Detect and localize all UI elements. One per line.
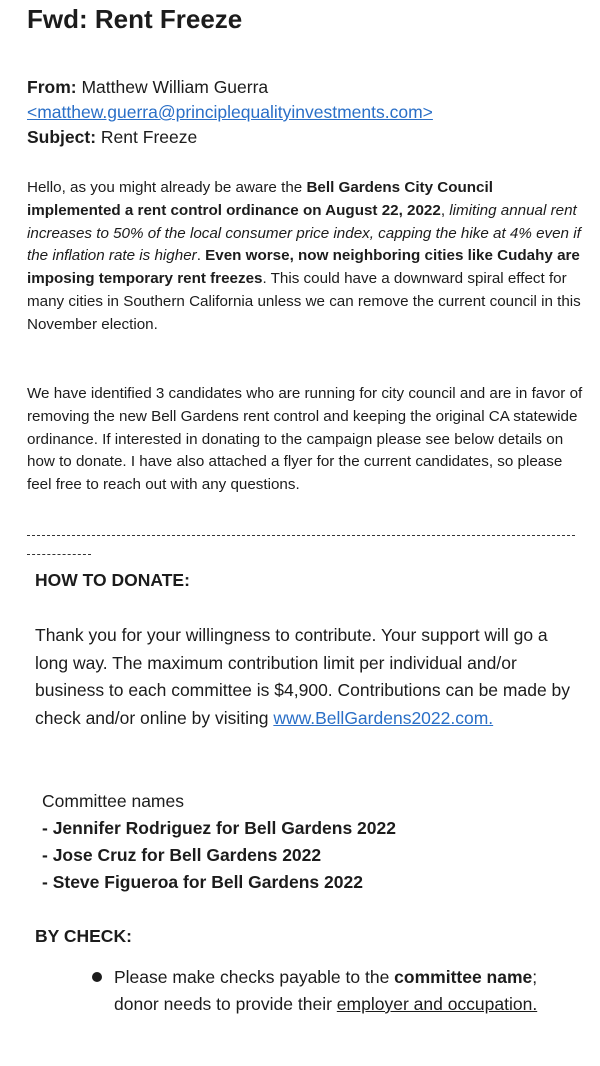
p1-text-c: , [440,201,450,219]
p1-bold-cudahy: Even worse, now neighboring cities like Cudahy are imposing temporary rent freezes [27,247,580,288]
check-underline-employer: employer and occupation. [336,994,538,1014]
by-check-heading: BY CHECK: [35,926,132,946]
donate-text: Thank you for your willingness to contribute. Your support will go a long way. The maximum contribution limit per individual and/or business to each committee is $4,900. Contributions can be made by check and/or online by visiting [35,625,571,728]
dashed-divider-short [27,554,91,555]
subject-label: Subject: [27,127,97,147]
email-title: Fwd: Rent Freeze [27,4,243,34]
donate-website-link[interactable]: www.BellGardens2022.com. [273,707,494,728]
how-to-donate-heading: HOW TO DONATE: [35,570,190,590]
check-text-a: Please make checks payable to the [114,967,395,987]
committee-item: - Jennifer Rodriguez for Bell Gardens 2022 [42,818,396,838]
check-text-c: ; donor needs to provide their [114,967,538,1014]
check-instructions [114,964,584,1018]
p1-italic-limit: limiting annual rent increases to 50% of the local consumer price index, capping the hike at 4% even if the inflation rate is higher [27,201,581,265]
committee-list [42,788,396,896]
from-label: From: [27,77,77,97]
subject-text: Rent Freeze [100,127,198,147]
p1-text-e: . [196,247,206,265]
from-name: Matthew William Guerra [81,77,269,97]
check-bold-committee: committee name [394,967,533,987]
committee-item: - Steve Figueroa for Bell Gardens 2022 [42,872,363,892]
subject-line [27,125,587,150]
committee-label: Committee names [42,791,184,811]
from-line [27,75,587,100]
from-email-link[interactable]: <matthew.guerra@principlequalityinvestments.com> [27,102,433,122]
dashed-divider [27,535,575,536]
donate-paragraph [35,622,585,732]
bullet-dot-icon [92,972,102,982]
body-paragraph-1 [27,177,587,337]
from-email-line [27,100,587,125]
email-header [27,75,587,150]
p1-text-a: Hello, as you might already be aware the [27,179,307,196]
committee-item: - Jose Cruz for Bell Gardens 2022 [42,845,322,865]
p1-text-g: . This could have a downward spiral effect for many cities in Southern California unless we can remove the current council in this November election. [27,270,581,333]
p1-bold-council: Bell Gardens City Council implemented a rent control ordinance on August 22, 2022 [27,179,493,219]
body-paragraph-2: We have identified 3 candidates who are running for city council and are in favor of removing the new Bell Gardens rent control and keeping the original CA statewide ordinance. If interested in donating to the campaign please see below details on how to donate. I have also attached a flyer for the current candidates, so please feel free to reach out with any questions. [27,385,583,494]
